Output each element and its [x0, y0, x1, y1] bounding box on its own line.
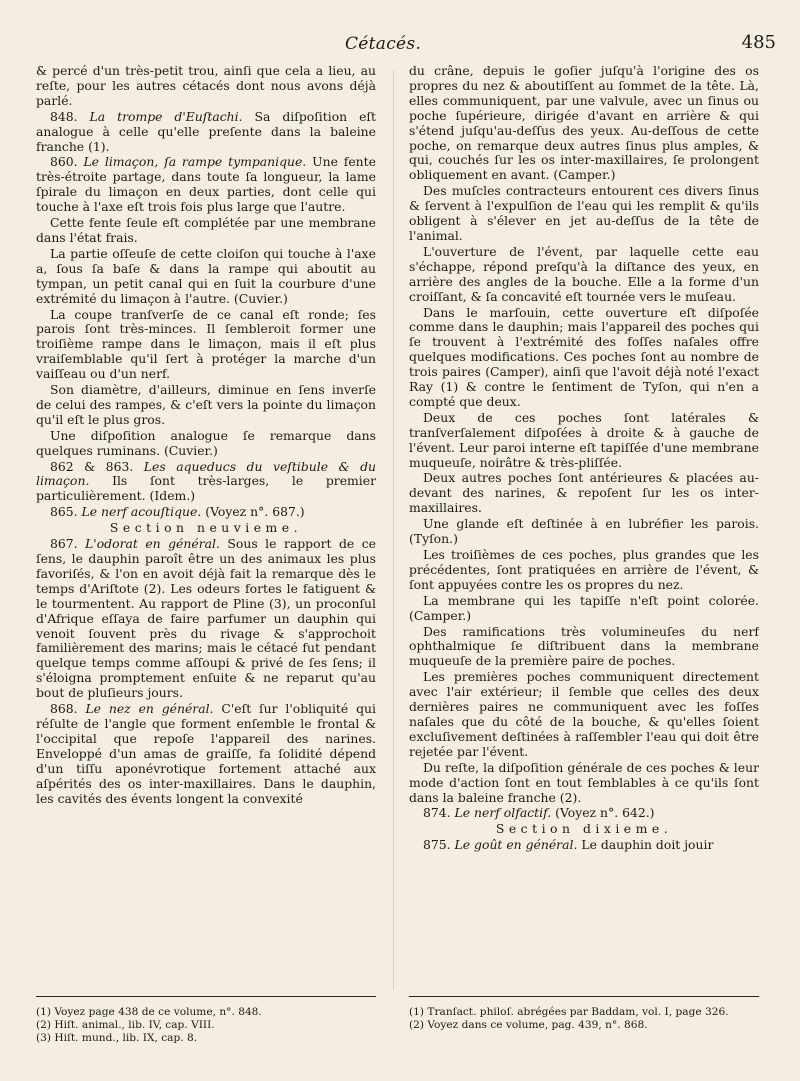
paragraph-868 — [36, 702, 376, 806]
paragraph: Deux de ces poches ſont latérales & tranſverſalement diſpoſées à droite & à gauche de l'évent. Leur paroi interne eſt tapiſſée d'une membrane muqueuſe, noirâtre & très-pliſſée. — [409, 409, 759, 470]
paragraph: Une glande eſt deſtinée à en lubréfier les parois. (Tyſon.) — [409, 516, 759, 547]
footnote-rule — [409, 996, 759, 997]
left-column — [36, 64, 376, 807]
entry-title: La trompe d'Euſtachi. — [89, 108, 243, 124]
entry-number: 865. — [50, 504, 78, 520]
entry-number: 860. — [50, 154, 78, 170]
entry-title: L'odorat en général. — [85, 536, 220, 552]
paragraph: du crâne, depuis le goſier juſqu'à l'origine des os propres du nez & aboutiſſent au ſommet de la tête. Là, elles communiquent, par une valvule, avec un ſinus ou poche ſupérieure, dirigée d'avant en arrière & qui s'étend juſqu'au-deſſus des yeux. Au-deſſous de cette poche, on remarque deux autres ſinus plus amples, & qui, couchés ſur les os inter-maxillaires, ſe prolongent obliquement en avant. (Camper.) — [409, 64, 759, 183]
paragraph: Deux autres poches ſont antérieures & placées au-devant des narines, & repoſent ſur les os inter-maxillaires. — [409, 470, 759, 516]
paragraph: Les premières poches communiquent directement avec l'air extérieur; il ſemble que celles des deux dernières paires ne communiquent avec les foſſes naſales que du côté de la bouche, & qu'elles ſoient excluſivement deſtinées à raſſembler l'eau qui doit être rejetée par l'évent. — [409, 669, 759, 759]
entry-title: Le limaçon, ſa rampe tympanique. — [83, 154, 307, 170]
entry-title: Le nerf olfactif. — [454, 805, 552, 821]
page-header — [0, 28, 800, 58]
footnote-rule — [36, 996, 376, 997]
entry-text: Ils ſont très-larges, le premier particulièrement. (Idem.) — [36, 473, 376, 504]
entry-text: C'eſt ſur l'obliquité qui réſulte de l'angle que forment enſemble le frontal & l'occipital que repoſe l'appareil des narines. Enveloppé d'un amas de graiſſe, fa ſolidité dépend d'un tiſſu aponévrotique fortement attaché aux aſpérités des os inter-maxillaires. Dans le dauphin, les cavités des évents longent la convexité — [36, 701, 376, 806]
entry-title: Le goût en général. — [454, 837, 578, 853]
entry-text: Le dauphin doit jouir — [581, 837, 714, 853]
paragraph-848 — [36, 110, 376, 155]
entry-number: 862 & 863. — [50, 458, 134, 474]
entry-number: 868. — [50, 701, 78, 717]
section-heading: Section dixieme. — [495, 821, 673, 837]
footnotes-left — [36, 1006, 376, 1045]
paragraph: L'ouverture de l'évent, par laquelle cette eau s'échappe, répond preſqu'à la diſtance des yeux, en arrière des angles de la bouche. Elle a la forme d'un croiſſant, & ſa concavité eſt tournée vers le muſeau. — [409, 243, 759, 304]
paragraph-867 — [36, 537, 376, 701]
entry-title: Le nerf acouſtique. — [81, 504, 202, 520]
entry-title: Les aqueducs du veſtibule & du limaçon. — [36, 458, 376, 489]
entry-number: 875. — [423, 837, 451, 853]
column-gutter — [393, 70, 394, 990]
entry-text: Une fente très-étroite partage, dans toute ſa longueur, la lame ſpirale du limaçon en deux parties, dont celle qui touche à l'axe eſt trois fois plus large que l'autre. — [36, 154, 376, 215]
paragraph-862 — [36, 460, 376, 505]
entry-text: (Voyez n°. 687.) — [205, 504, 305, 520]
paragraph: & percé d'un très-petit trou, ainſi que cela a lieu, au reſte, pour les autres cétacés dont nous avons déjà parlé. — [36, 64, 376, 108]
section-heading: Section neuvieme. — [109, 520, 303, 536]
footnote: (1) Voyez page 438 de ce volume, n°. 848. — [36, 1006, 262, 1018]
paragraph: Son diamètre, d'ailleurs, diminue en ſens inverſe de celui des rampes, & c'eſt vers la pointe du limaçon qu'il eſt le plus gros. — [36, 382, 376, 427]
footnote: (2) Hiſt. animal., lib. IV, cap. VIII. — [36, 1019, 215, 1031]
paragraph: Les troiſièmes de ces poches, plus grandes que les précédentes, ſont pratiquées en arrière de l'évent, & ſont appuyées contre les os propres du nez. — [409, 547, 759, 592]
paragraph-874 — [409, 806, 759, 821]
paragraph: La partie oſſeuſe de cette cloiſon qui touche à l'axe a, ſous ſa baſe & dans la rampe qui aboutit au tympan, un petit canal qui en ſuit la courbure d'une extrémité du limaçon à l'autre. (Cuvier.) — [36, 245, 376, 306]
page-number: 485 — [741, 32, 776, 53]
paragraph: Du reſte, la diſpoſition générale de ces poches & leur mode d'action ſont en tout ſemblables à ce qu'ils ſont dans la baleine franche (2). — [409, 759, 759, 805]
paragraph: Des muſcles contracteurs entourent ces divers ſinus & ſervent à l'expulſion de l'eau qui les remplit & qu'ils obligent à s'élever en jet au-deſſus de la tête de l'animal. — [409, 183, 759, 243]
footnote: (1) Tranſact. philoſ. abrégées par Baddam, vol. I, page 326. — [409, 1006, 729, 1018]
entry-number: 867. — [50, 536, 78, 552]
paragraph: Cette fente ſeule eſt complétée par une membrane dans l'état frais. — [36, 215, 376, 245]
running-title: Cétacés. — [345, 34, 422, 54]
paragraph-860 — [36, 155, 376, 215]
paragraph: La membrane qui les tapiſſe n'eſt point colorée. (Camper.) — [409, 592, 759, 623]
right-column — [409, 64, 759, 854]
footnote: (2) Voyez dans ce volume, pag. 439, n°. 868. — [409, 1019, 648, 1031]
footnote: (3) Hiſt. mund., lib. IX, cap. 8. — [36, 1032, 198, 1044]
paragraph: Une diſpoſition analogue ſe remarque dans quelques ruminans. (Cuvier.) — [36, 427, 376, 458]
entry-number: 848. — [50, 108, 78, 124]
paragraph-875 — [409, 838, 759, 853]
entry-title: Le nez en général. — [85, 701, 214, 717]
paragraph: La coupe tranſverſe de ce canal eſt ronde; ſes parois ſont très-minces. Il ſembleroit former une troiſième rampe dans le limaçon, mais il eſt plus vraiſemblable qu'il ſert à protéger la marche d'un vaiſſeau ou d'un nerf. — [36, 306, 376, 382]
footnotes-right — [409, 1006, 759, 1032]
paragraph-865 — [36, 505, 376, 520]
entry-text: Sous le rapport de ce ſens, le dauphin paroît être un des animaux les plus favoriſés, & l'on en avoit déjà fait la remarque dès le temps d'Ariſtote (2). Les odeurs fortes le fatiguent & le tourmentent. Au rapport de Pline (3), un proconſul d'Afrique eſſaya de faire parfumer un dauphin qui venoit ſouvent près du rivage & s'approchoit familièrement des marins; mais le cétacé fut pendant quelque temps comme aſſoupi & privé de ſes ſens; il s'éloigna promptement enſuite & ne reparut qu'au bout de pluſieurs jours. — [36, 536, 376, 701]
entry-number: 874. — [423, 805, 451, 821]
entry-text: (Voyez n°. 642.) — [555, 805, 655, 821]
paragraph: Dans le marſouin, cette ouverture eſt diſpoſée comme dans le dauphin; mais l'appareil des poches qui ſe trouvent à l'extrémité des foſſes naſales offre quelques modifications. Ces poches ſont au nombre de trois paires (Camper), ainſi que l'avoit déjà noté l'exact Ray (1) & contre le ſentiment de Tyſon, qui n'en a compté que deux. — [409, 304, 759, 409]
paragraph: Des ramifications très volumineuſes du nerf ophthalmique ſe diſtribuent dans la membrane muqueuſe de la première paire de poches. — [409, 623, 759, 669]
entry-text: Sa diſpoſition eſt analogue à celle qu'elle preſente dans la baleine franche (1). — [36, 108, 376, 154]
